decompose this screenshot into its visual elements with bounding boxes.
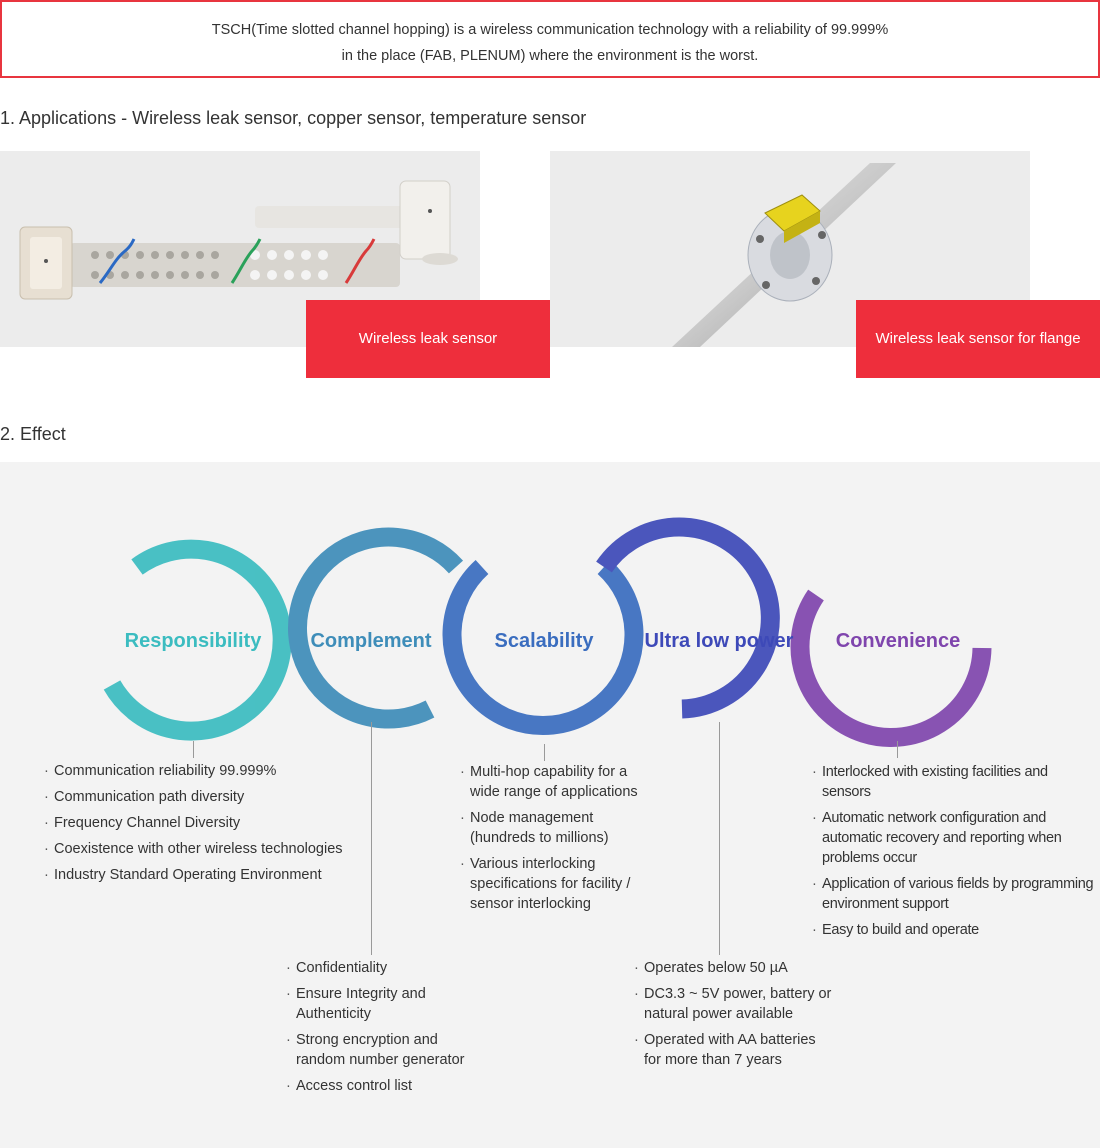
ring-label-scalability: Scalability [494, 630, 594, 652]
list-item: · Multi-hop capability for a wide range of applications [460, 762, 660, 802]
notice-box [0, 0, 1100, 78]
ring-label-complement: Complement [310, 630, 432, 652]
list-item: · Application of various fields by programming environment support [812, 874, 1100, 914]
complement-list [286, 958, 486, 1102]
list-item: · Strong encryption and random number generator [286, 1030, 486, 1070]
list-item: · Coexistence with other wireless technologies [44, 839, 374, 859]
ring-label-responsibility: Responsibility [124, 630, 262, 652]
flange-sensor-caption: Wireless leak sensor for flange [856, 300, 1100, 378]
connector-responsibility [193, 741, 194, 758]
list-item: · Operates below 50 µA [634, 958, 834, 978]
responsibility-list [44, 761, 374, 891]
list-item: · Operated with AA batteries for more than 7 years [634, 1030, 834, 1070]
connector-ultra-low-power [719, 722, 720, 955]
list-item: · Frequency Channel Diversity [44, 813, 374, 833]
notice-line-1: TSCH(Time slotted channel hopping) is a wireless communication technology with a reliability of 99.999% [211, 22, 889, 38]
wireless-leak-sensor-caption: Wireless leak sensor [306, 300, 550, 378]
list-item: · Industry Standard Operating Environment [44, 865, 374, 885]
list-item: · Automatic network configuration and automatic recovery and reporting when problems occur [812, 808, 1100, 868]
list-item: · Access control list [286, 1076, 486, 1096]
notice-line-2: in the place (FAB, PLENUM) where the environment is the worst. [341, 48, 759, 64]
connector-convenience [897, 741, 898, 758]
ring-complement [297, 537, 456, 719]
list-item: · Various interlocking specifications for facility / sensor interlocking [460, 854, 660, 914]
ultra-low-power-list [634, 958, 834, 1076]
convenience-list [812, 762, 1100, 946]
list-item: · Ensure Integrity and Authenticity [286, 984, 486, 1024]
list-item: · Interlocked with existing facilities and sensors [812, 762, 1100, 802]
ring-label-convenience: Convenience [835, 630, 961, 652]
list-item: · Node management (hundreds to millions) [460, 808, 660, 848]
list-item: · Communication path diversity [44, 787, 374, 807]
list-item: · DC3.3 ~ 5V power, battery or natural power available [634, 984, 834, 1024]
applications-title: 1. Applications - Wireless leak sensor, copper sensor, temperature sensor [0, 108, 587, 128]
connector-scalability [544, 744, 545, 761]
list-item: · Easy to build and operate [812, 920, 1100, 940]
list-item: · Communication reliability 99.999% [44, 761, 374, 781]
list-item: · Confidentiality [286, 958, 486, 978]
ring-label-ultra-low-power: Ultra low power [644, 630, 794, 652]
ring-convenience [800, 595, 982, 738]
scalability-list [460, 762, 660, 920]
effect-panel [0, 462, 1100, 1148]
effect-title: 2. Effect [0, 424, 66, 444]
